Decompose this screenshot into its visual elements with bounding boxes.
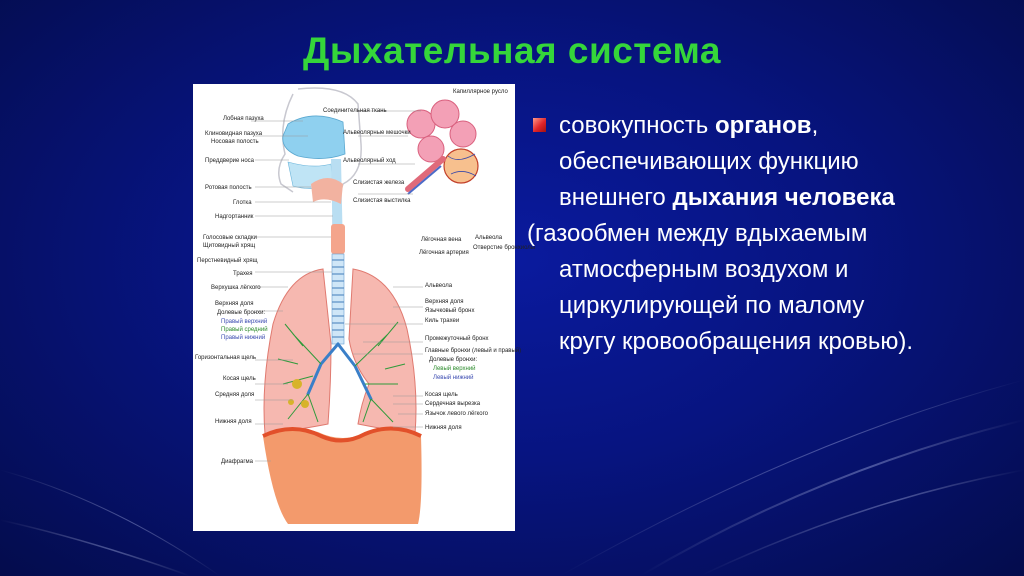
label-lung-apex: Верхушка лёгкого bbox=[211, 285, 261, 291]
label-oblique-fissure-left: Косая щель bbox=[425, 392, 458, 398]
line5: атмосферным воздухом и bbox=[559, 256, 849, 283]
label-left-upper: Левый верхний bbox=[433, 366, 476, 372]
label-lobar-bronchi: Долевые бронхи: bbox=[217, 310, 266, 316]
label-cricoid-cartilage: Перстневидный хрящ bbox=[197, 258, 258, 264]
line3 bbox=[527, 180, 1007, 216]
anatomy-illustration bbox=[193, 84, 536, 531]
alveoli-inset bbox=[388, 94, 498, 199]
label-middle-lobe: Средняя доля bbox=[215, 392, 255, 398]
label-carina: Киль трахеи bbox=[425, 318, 460, 324]
label-pulmonary-artery: Лёгочная артерия bbox=[419, 250, 469, 256]
respiratory-system-diagram bbox=[193, 84, 536, 531]
label-sphenoid-sinus: Клиновидная пазуха bbox=[205, 131, 263, 137]
square-bullet-icon bbox=[533, 118, 546, 132]
label-nasal-cavity: Носовая полость bbox=[211, 139, 259, 145]
bullet-item bbox=[527, 108, 1007, 144]
label-thyroid-cartilage: Щитовидный хрящ bbox=[203, 243, 256, 249]
label-lingula: Язычок левого лёгкого bbox=[425, 411, 488, 417]
slide-title: Дыхательная система bbox=[303, 30, 721, 71]
line3-pre: внешнего bbox=[559, 184, 673, 211]
right-lung bbox=[264, 269, 331, 434]
label-lower-lobe: Нижняя доля bbox=[215, 419, 252, 425]
label-main-bronchi: Главные бронхи (левый и правый) bbox=[425, 348, 522, 354]
label-oblique-fissure: Косая щель bbox=[223, 376, 256, 382]
label-right-lower: Правый нижний bbox=[221, 335, 266, 341]
definition-text bbox=[527, 108, 1007, 360]
label-epiglottis: Надгортанник bbox=[215, 214, 254, 220]
label-pulmonary-vein: Лёгочная вена bbox=[421, 237, 462, 243]
label-upper-lobe-left: Верхняя доля bbox=[425, 299, 464, 305]
label-capillary-bed: Капиллярное русло bbox=[453, 89, 508, 95]
line4: (газообмен между вдыхаемым bbox=[527, 220, 868, 247]
label-bronchiole-opening: Отверстие бронхиолы bbox=[473, 245, 536, 251]
label-vocal-folds: Голосовые складки bbox=[203, 235, 257, 241]
line1-post: , bbox=[811, 112, 819, 139]
line1-pre: совокупность bbox=[559, 112, 715, 139]
label-horizontal-fissure: Горизонтальная щель bbox=[195, 355, 257, 361]
label-lower-lobe-left: Нижняя доля bbox=[425, 425, 462, 431]
label-upper-lobe: Верхняя доля bbox=[215, 301, 254, 307]
line2: обеспечивающих функцию bbox=[559, 148, 859, 175]
diaphragm bbox=[263, 429, 422, 524]
label-oral-cavity: Ротовая полость bbox=[205, 185, 252, 191]
trachea bbox=[332, 254, 344, 344]
label-nasal-vestibule: Преддверие носа bbox=[205, 158, 254, 164]
label-right-middle: Правый средний bbox=[221, 327, 268, 333]
label-connective-tissue: Соединительная ткань bbox=[323, 108, 387, 114]
label-pharynx: Глотка bbox=[233, 200, 252, 206]
label-left-lower: Левый нижний bbox=[433, 375, 474, 381]
line3-bold: дыхания человека bbox=[672, 184, 895, 211]
label-alveolus-inset: Альвеола bbox=[475, 235, 503, 241]
label-alveolar-duct: Альвеолярный ход bbox=[343, 158, 396, 164]
label-lobar-bronchi-left: Долевые бронхи: bbox=[429, 357, 478, 363]
line6: циркулирующей по малому bbox=[559, 292, 865, 319]
label-mucous-gland: Слизистая железа bbox=[353, 180, 405, 186]
label-diaphragm: Диафрагма bbox=[221, 459, 254, 465]
label-intermediate-bronchus: Промежуточный бронх bbox=[425, 336, 489, 342]
label-alveolar-sacs: Альвеолярные мешочки bbox=[343, 130, 411, 136]
label-mucous-lining: Слизистая выстилка bbox=[353, 198, 411, 204]
label-alveolus: Альвеола bbox=[425, 283, 453, 289]
left-lung bbox=[349, 269, 416, 434]
label-trachea: Трахея bbox=[233, 271, 253, 277]
label-right-upper: Правый верхний bbox=[221, 319, 268, 325]
line1-bold: органов bbox=[714, 112, 812, 139]
label-cardiac-notch: Сердечная вырезка bbox=[425, 401, 481, 407]
line7: кругу кровообращения кровью). bbox=[559, 328, 914, 355]
label-frontal-sinus: Лобная пазуха bbox=[223, 116, 264, 122]
labels-left bbox=[195, 116, 268, 465]
label-lingular-bronchus: Язычковый бронх bbox=[425, 308, 475, 314]
